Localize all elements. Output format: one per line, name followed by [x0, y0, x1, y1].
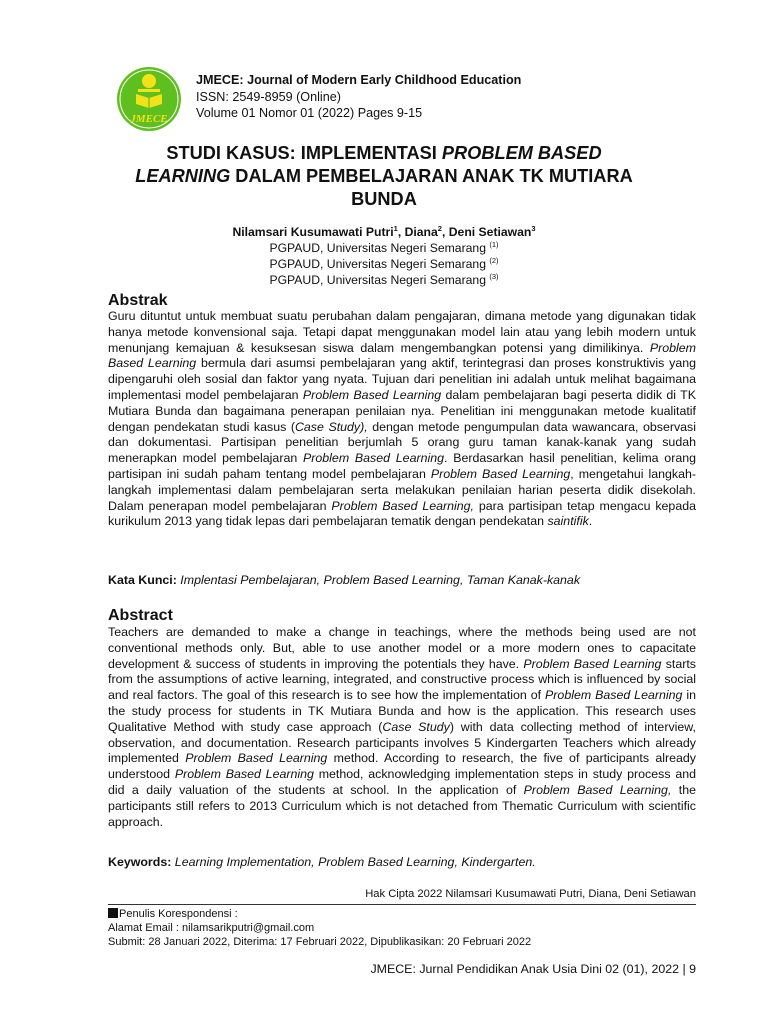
footer-divider [108, 904, 696, 905]
correspondence-email: Alamat Email : nilamsarikputri@gmail.com [108, 922, 315, 934]
journal-issn: ISSN: 2549-8959 (Online) [196, 89, 341, 104]
affiliation-1: PGPAUD, Universitas Negeri Semarang $^{(1)}$ [269, 239, 499, 255]
kata-kunci-values: Implentasi Pembelajaran, Problem Based Learning, Taman Kanak-kanak [176, 573, 581, 587]
affiliation-3: PGPAUD, Universitas Negeri Semarang $^{(3)}$ [269, 271, 499, 287]
author-2: Diana [404, 225, 438, 239]
title-part2: DALAM PEMBELAJARAN ANAK TK MUTIARA [230, 166, 633, 186]
authors-block [90, 224, 678, 288]
submission-dates: Submit: 28 Januari 2022, Diterima: 17 Februari 2022, Dipublikasikan: 20 Februari 2022 [108, 936, 532, 948]
journal-logo [116, 66, 182, 132]
paper-title [90, 142, 678, 211]
journal-footer: JMECE: Jurnal Pendidikan Anak Usia Dini 02 (01), 2022 | 9 [370, 962, 696, 976]
journal-header [196, 72, 521, 122]
keywords-label: Keywords: [108, 855, 172, 869]
kata-kunci [108, 573, 696, 589]
keywords [108, 855, 696, 871]
copyright-line: Hak Cipta 2022 Nilamsari Kusumawati Putri, Diana, Deni Setiawan [365, 888, 696, 900]
author-1-sup: 1 [393, 223, 398, 233]
title-italic1: PROBLEM BASED [441, 143, 602, 163]
abstrak-heading: Abstrak [108, 292, 168, 309]
title-part3: BUNDA [351, 189, 417, 209]
journal-name: JMECE: Journal of Modern Early Childhood Education [196, 73, 522, 87]
author-3-sup: 3 [531, 223, 536, 233]
title-part1: STUDI KASUS: IMPLEMENTASI [166, 143, 442, 163]
author-3: Deni Setiawan [448, 225, 532, 239]
author-1: Nilamsari Kusumawati Putri [232, 225, 394, 239]
correspondence-label: Penulis Korespondensi : [119, 908, 238, 920]
correspondence-icon [108, 908, 118, 918]
title-italic2: LEARNING [135, 166, 231, 186]
journal-volume: Volume 01 Nomor 01 (2022) Pages 9-15 [196, 106, 423, 120]
author-names: Nilamsari Kusumawati Putri$^1$, Diana$^2$, Deni Setiawan$^3$ [232, 223, 536, 239]
abstract-heading: Abstract [108, 607, 173, 624]
kata-kunci-label: Kata Kunci: [108, 573, 177, 587]
logo-wordmark: JMECE [130, 113, 168, 125]
keywords-values: Learning Implementation, Problem Based Learning, Kindergarten. [171, 855, 536, 869]
correspondence-block [108, 907, 531, 949]
abstrak-text: Guru dituntut untuk membuat suatu perubahan dalam pengajaran, dimana metode yang digunakan tidak hanya metode konvensional saja. Tetapi dapat menggunakan model lain atau yang lebih modern untuk menunjang kemajuan & kesuksesan siswa dalam mengembangkan potensi yang dimilikinya. Problem Based Learning bermula dari asumsi pembelajaran yang aktif, terintegrasi dan proses konstruktivis yang dipengaruhi oleh sosial dan faktor yang nyata. Tujuan dari penelitian ini adalah untuk melihat bagaimana implementasi model pembelajaran Problem Based Learning dalam pembelajaran bagi peserta didik di TK Mutiara Bunda dan bagaimana penerapan penilaian nya. Penelitian ini menggunakan metode kualitatif dengan pendekatan studi kasus (Case Study), dengan metode pengumpulan data wawancara, observasi dan dokumentasi. Partisipan penelitian berjumlah 5 orang guru taman kanak-kanak yang sudah menerapkan model pembelajaran Problem Based Learning. Berdasarkan hasil penelitian, kelima orang partisipan ini sudah paham tentang model pembelajaran Problem Based Learning, mengetahui langkah-langkah implementasi dalam pembelajaran serta melakukan penilaian harian peserta didik disekolah. Dalam penerapan model pembelajaran Problem Based Learning, para partisipan tetap mengacu kepada kurikulum 2013 yang tidak lepas dari pembelajaran tematik dengan pendekatan saintifik. [108, 309, 697, 529]
affiliation-2: PGPAUD, Universitas Negeri Semarang $^{(2)}$ [269, 255, 499, 271]
abstract-text: Teachers are demanded to make a change in teachings, where the methods being used are not conventional methods only. But, able to use another model or a more modern ones to capacitate development & success of students in improving the potentials they have. Problem Based Learning starts from the assumptions of active learning, integrated, and constructive process which is influenced by social and real factors. The goal of this research is to see how the implementation of Problem Based Learning in the study process for students in TK Mutiara Bunda and how is the application. This research uses Qualitative Method with study case approach (Case Study) with data collecting method of interview, observation, and documentation. Research participants involves 5 Kindergarten Teachers which already implemented Problem Based Learning method. According to research, the five of participants already understood Problem Based Learning method, acknowledging implementation steps in study process and did a daily valuation of the students at school. In the application of Problem Based Learning, the participants still refers to 2013 Curriculum which is not detached from Thematic Curriculum with scientific approach. [108, 625, 697, 829]
author-2-sup: 2 [437, 223, 442, 233]
